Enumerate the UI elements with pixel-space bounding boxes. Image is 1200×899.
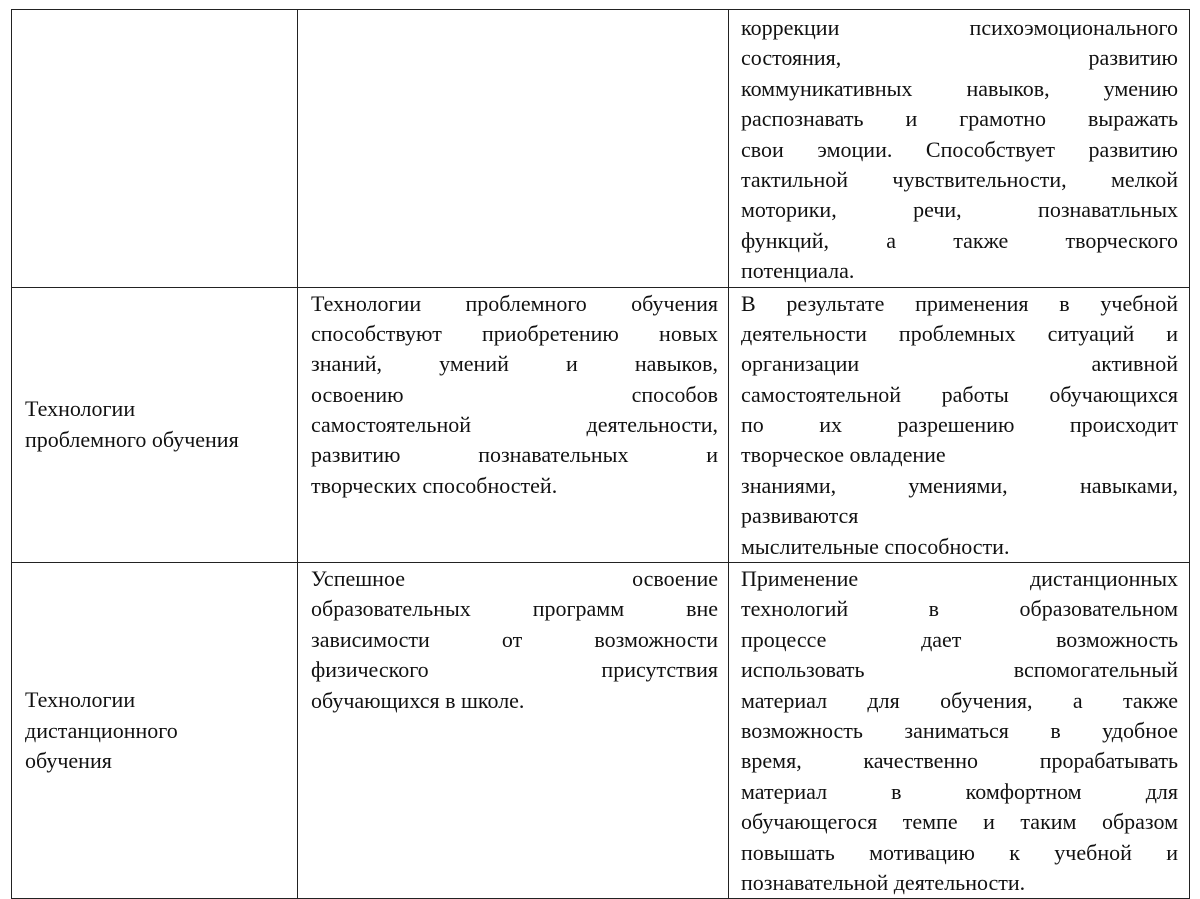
cell-text-line: моторики, речи, познаватльных	[741, 197, 1178, 223]
cell-text-line: тактильной чувствительности, мелкой	[741, 166, 1178, 192]
cell-text-line: технологий в образовательном	[741, 596, 1178, 622]
table-row	[12, 563, 1190, 899]
cell-text-line: способствуют приобретению новых	[311, 320, 718, 346]
cell-text-line: время, качественно прорабатывать	[741, 748, 1178, 774]
cell-text-line: мыслительные способности.	[741, 533, 1010, 559]
cell-text-line: Технологии	[25, 687, 136, 713]
cell-text-line: функций, а также творческого	[741, 227, 1178, 253]
cell-text-line: проблемного обучения	[25, 426, 239, 452]
cell-text-line: распознавать и грамотно выражать	[741, 106, 1178, 132]
table-row	[12, 287, 1190, 563]
cell-text-line: потенциала.	[741, 258, 855, 284]
cell-text-line: материал в комфортном для	[741, 778, 1178, 804]
cell-text-line: зависимости от возможности	[311, 626, 718, 652]
cell-text-line: знаниями, умениями, навыками,	[741, 472, 1178, 498]
cell-text-line: повышать мотивацию к учебной и	[741, 839, 1178, 865]
cell-text-line: дистанционного	[25, 717, 178, 743]
cell-text-line: обучения	[25, 747, 112, 773]
cell-text-line: физического присутствия	[311, 657, 718, 683]
cell-text-line: состояния, развитию	[741, 45, 1178, 71]
result-cell	[729, 563, 1190, 899]
technology-cell	[12, 287, 298, 563]
cell-text-line: знаний, умений и навыков,	[311, 351, 718, 377]
cell-text-line: свои эмоции. Способствует развитию	[741, 136, 1178, 162]
cell-text-line: организации активной	[741, 351, 1178, 377]
table-row	[12, 10, 1190, 288]
cell-text-line: Технологии проблемного обучения	[311, 290, 718, 316]
cell-text-line: коррекции психоэмоционального	[741, 15, 1178, 40]
cell-text-line: процессе дает возможность	[741, 626, 1178, 652]
cell-text-line: по их разрешению происходит	[741, 412, 1178, 438]
cell-text-line: творческих способностей.	[311, 472, 558, 498]
technologies-table	[11, 9, 1190, 899]
cell-text-line: деятельности проблемных ситуаций и	[741, 320, 1178, 346]
cell-text-line: развитию познавательных и	[311, 442, 718, 468]
result-cell	[729, 287, 1190, 563]
cell-text-line: освоению способов	[311, 381, 718, 407]
cell-text-line: использовать вспомогательный	[741, 657, 1178, 683]
cell-text-line: В результате применения в учебной	[741, 290, 1178, 316]
technology-cell	[12, 10, 298, 288]
effect-cell	[298, 10, 729, 288]
cell-text-line: познавательной деятельности.	[741, 870, 1026, 895]
cell-text-line: образовательных программ вне	[311, 596, 718, 622]
cell-text-line: самостоятельной деятельности,	[311, 412, 718, 438]
result-cell	[729, 10, 1190, 288]
cell-text-line: Применение дистанционных	[741, 566, 1178, 592]
cell-text-line: Успешное освоение	[311, 566, 718, 592]
cell-text-line: Технологии	[25, 396, 136, 422]
cell-text-line: возможность заниматься в удобное	[741, 718, 1178, 744]
effect-cell	[298, 287, 729, 563]
cell-text-line: обучающихся в школе.	[311, 687, 525, 713]
cell-text-line: творческое овладение	[741, 442, 946, 468]
cell-text-line: материал для обучения, а также	[741, 687, 1178, 713]
cell-text-line: обучающегося темпе и таким образом	[741, 809, 1178, 835]
effect-cell	[298, 563, 729, 899]
cell-text-line: развиваются	[741, 503, 859, 529]
technology-cell	[12, 563, 298, 899]
cell-text-line: самостоятельной работы обучающихся	[741, 381, 1178, 407]
cell-text-line: коммуникативных навыков, умению	[741, 75, 1178, 101]
